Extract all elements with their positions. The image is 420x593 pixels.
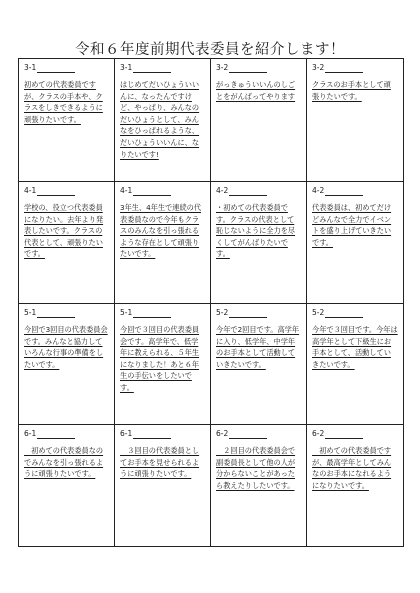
document-title: 令和６年度前期代表委員を紹介します！ (75, 42, 345, 58)
name-blank (229, 309, 267, 318)
class-label: 5-1 (24, 307, 109, 318)
member-cell (115, 425, 211, 546)
name-blank (325, 430, 363, 439)
class-label: 3-2 (312, 62, 398, 73)
name-blank (229, 187, 267, 196)
representative-grid (18, 58, 404, 547)
class-label: 3-1 (120, 62, 205, 73)
class-label: 5-2 (216, 307, 301, 318)
class-label: 6-1 (120, 428, 205, 439)
name-blank (37, 187, 75, 196)
class-label: 6-2 (216, 428, 301, 439)
member-message: クラスのお手本として頑張りたいです。 (312, 80, 391, 101)
class-label: 4-1 (120, 185, 205, 196)
member-message: ２回目の代表委員会で副委員長として他の人が分からないことがあったら教えたりしたいです。 (216, 446, 296, 490)
member-cell (307, 182, 403, 304)
member-cell (211, 182, 307, 304)
name-blank (325, 187, 363, 196)
class-label: 4-2 (312, 185, 398, 196)
member-message: 今年で３回目です。今年は高学年として下級生にお手本として、活動していきたいです。 (312, 325, 398, 369)
name-blank (37, 430, 75, 439)
class-label: 3-2 (216, 62, 301, 73)
member-cell (115, 182, 211, 304)
member-cell (19, 304, 115, 425)
class-label: 6-1 (24, 428, 109, 439)
member-cell (211, 304, 307, 425)
name-blank (133, 309, 171, 318)
member-message: ・初めての代表委員です。クラスの代表として恥じないように全力を尽くしてがんばりたいです。 (216, 203, 296, 259)
member-cell (19, 182, 115, 304)
member-message: 今回で３回目の代表委員会です。高学年で、低学年に教えられる、５年生になりました！あと６年生の手伝いをしたいです。 (120, 325, 200, 392)
member-message: ３回目の代表委員としてお手本を見せられるように頑張りたいです。 (120, 446, 200, 479)
member-cell (307, 59, 403, 182)
member-cell (211, 425, 307, 546)
member-message: 初めての代表委員ですが、最高学年としてみんなのお手本になれるようになりたいです。 (312, 446, 392, 490)
class-label: 4-2 (216, 185, 301, 196)
member-cell (307, 425, 403, 546)
name-blank (229, 64, 267, 73)
member-cell (19, 425, 115, 546)
member-cell (19, 59, 115, 182)
name-blank (37, 64, 75, 73)
member-message: 今回で3回目の代表委員会です。みんなと協力していろんな行事の準備をしたいです。 (24, 325, 108, 369)
member-cell (307, 304, 403, 425)
member-message: 代表委員は、初めてだけどみんなで全力でイベントを盛り上げていきたいです。 (312, 203, 392, 247)
member-cell (211, 59, 307, 182)
class-label: 5-1 (120, 307, 205, 318)
member-cell (115, 304, 211, 425)
name-blank (37, 309, 75, 318)
member-message: 初めての代表委員ですが、クラスの手本や、クラスをしきできるように頑張りたいです。 (24, 80, 103, 124)
class-label: 4-1 (24, 185, 109, 196)
member-message: 初めての代表委員なのでみんなを引っ張れるように頑張りたいです。 (24, 446, 104, 479)
name-blank (325, 64, 363, 73)
name-blank (133, 187, 171, 196)
name-blank (133, 430, 171, 439)
member-message: がっきゅういいんのしごとをがんばってやります (216, 80, 296, 101)
name-blank (325, 309, 363, 318)
name-blank (133, 64, 171, 73)
member-message: はじめてだいひょういいんに、なったんですけど、やっぱり、みんなのだいひょうとして、みんなをひっぱれるような、だいひょういいんに、なりたいです! (120, 80, 200, 159)
member-cell (115, 59, 211, 182)
class-label: 5-2 (312, 307, 398, 318)
class-label: 6-2 (312, 428, 398, 439)
member-message: 3年生、4年生で連続の代表委員なので今年もクラスのみんなを引っ張れるような存在として頑張りたいです。 (120, 203, 202, 259)
member-message: 今年で2回目です。高学年に入り、低学年、中学年のお手本として活動していきたいです。 (216, 325, 300, 369)
name-blank (229, 430, 267, 439)
member-message: 学校の、役立つ代表委員になりたい。去年より発表したいです。クラスの代表として、頑張りたいです。 (24, 203, 104, 259)
class-label: 3-1 (24, 62, 109, 73)
